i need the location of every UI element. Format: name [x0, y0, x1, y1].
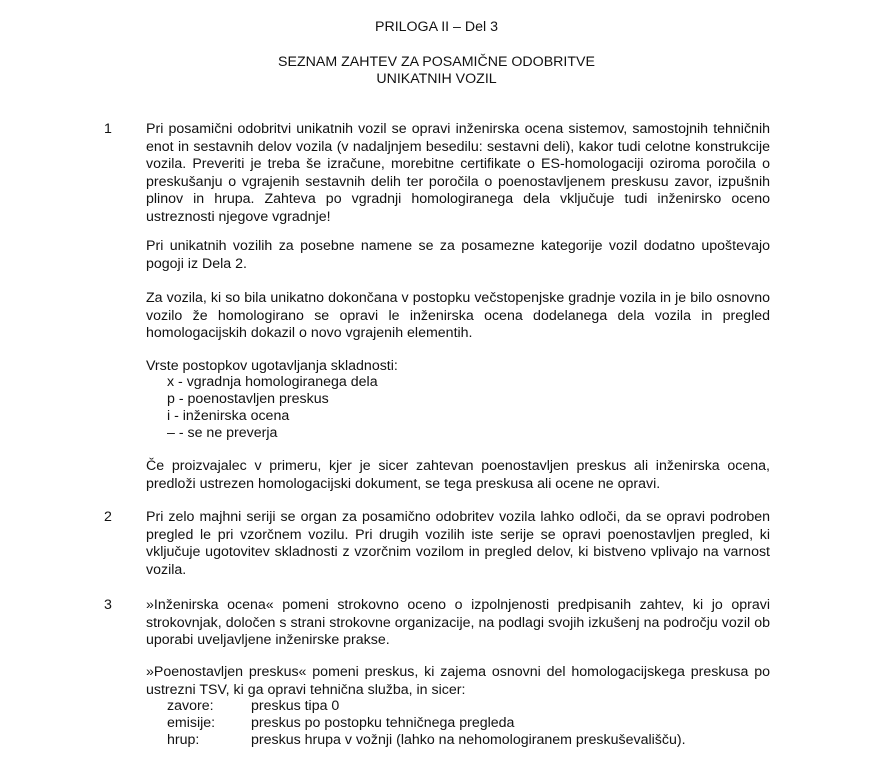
- test-term-brakes: zavore:: [167, 698, 214, 714]
- section-1-paragraph-3: Za vozila, ki so bila unikatno dokončana v postopku večstopenjske gradnje vozila in je bilo osnovno vozilo že homologirano se opravi le inženirska ocena dodelanega dela vozila in pregled homologacijskih dokazil o novo vgrajenih elementih.: [146, 290, 770, 342]
- section-1-paragraph-1: Pri posamični odobritvi unikatnih vozil se opravi inženirska ocena sistemov, samostojnih tehničnih enot in sestavnih delov vozila (v nadaljnjem besedilu: sestavni deli), kakor tudi celotne konstrukcije vozila. Preveriti je treba še izračune, morebitne certifikate o ES-homologaciji oziroma poročila o preskušanju o vgrajenih sestavnih delih ter poročila o poenostavljenem preskusu zavor, izpušnih plinov in hrupa. Zahteva po vgradnji homologiranega dela vključuje tudi inženirsko oceno ustreznosti njegove vgradnje!: [146, 121, 770, 225]
- section-number-3: 3: [104, 597, 112, 613]
- section-number-2: 2: [104, 509, 112, 525]
- test-term-noise: hrup:: [167, 732, 200, 748]
- page-subtitle: UNIKATNIH VOZIL: [376, 71, 497, 87]
- procedure-item-none: – - se ne preverja: [167, 425, 278, 441]
- section-1-closing: Če proizvajalec v primeru, kjer je sicer zahtevan poenostavljen preskus ali inženirska ocena, predloži ustrezen homologacijski dokument, se tega preskusa ali ocene ne opravi.: [146, 458, 770, 492]
- annex-label: PRILOGA II – Del 3: [374, 19, 498, 35]
- test-definition-brakes: preskus tipa 0: [251, 698, 340, 714]
- procedure-item-i: i - inženirska ocena: [167, 408, 290, 424]
- page-title: SEZNAM ZAHTEV ZA POSAMIČNE ODOBRITVE: [278, 54, 595, 70]
- section-2-paragraph-1: Pri zelo majhni seriji se organ za posamično odobritev vozila lahko odloči, da se opravi podroben pregled le pri vzorčnem vozilu. Pri drugih vozilih iste serije se opravi poenostavljen pregled, ki vključuje ugotovitev skladnosti z vzorčnim vozilom in pregled delov, ki bistveno vplivajo na varnost vozila.: [146, 509, 770, 578]
- procedure-item-x: x - vgradnja homologiranega dela: [167, 374, 378, 390]
- test-definition-noise: preskus hrupa v vožnji (lahko na nehomologiranem preskuševališču).: [251, 732, 686, 748]
- section-3-paragraph-1: »Inženirska ocena« pomeni strokovno oceno o izpolnjenosti predpisanih zahtev, ki jo opravi strokovnjak, določen s strani strokovne organizacije, na podlagi svojih izkušenj na področju vozil ob uporabi uveljavljene inženirske prakse.: [146, 597, 770, 649]
- section-3-paragraph-2: »Poenostavljen preskus« pomeni preskus, ki zajema osnovni del homologacijskega preskusa po ustrezni TSV, ki ga opravi tehnična služba, in sicer:: [146, 664, 770, 698]
- test-definition-emissions: preskus po postopku tehničnega pregleda: [251, 715, 515, 731]
- test-term-emissions: emisije:: [167, 715, 216, 731]
- section-1-paragraph-2: Pri unikatnih vozilih za posebne namene se za posamezne kategorije vozil dodatno upoštevajo pogoji iz Dela 2.: [146, 238, 770, 272]
- section-number-1: 1: [104, 121, 112, 137]
- procedure-item-p: p - poenostavljen preskus: [167, 391, 329, 407]
- procedures-title: Vrste postopkov ugotavljanja skladnosti:: [146, 358, 398, 374]
